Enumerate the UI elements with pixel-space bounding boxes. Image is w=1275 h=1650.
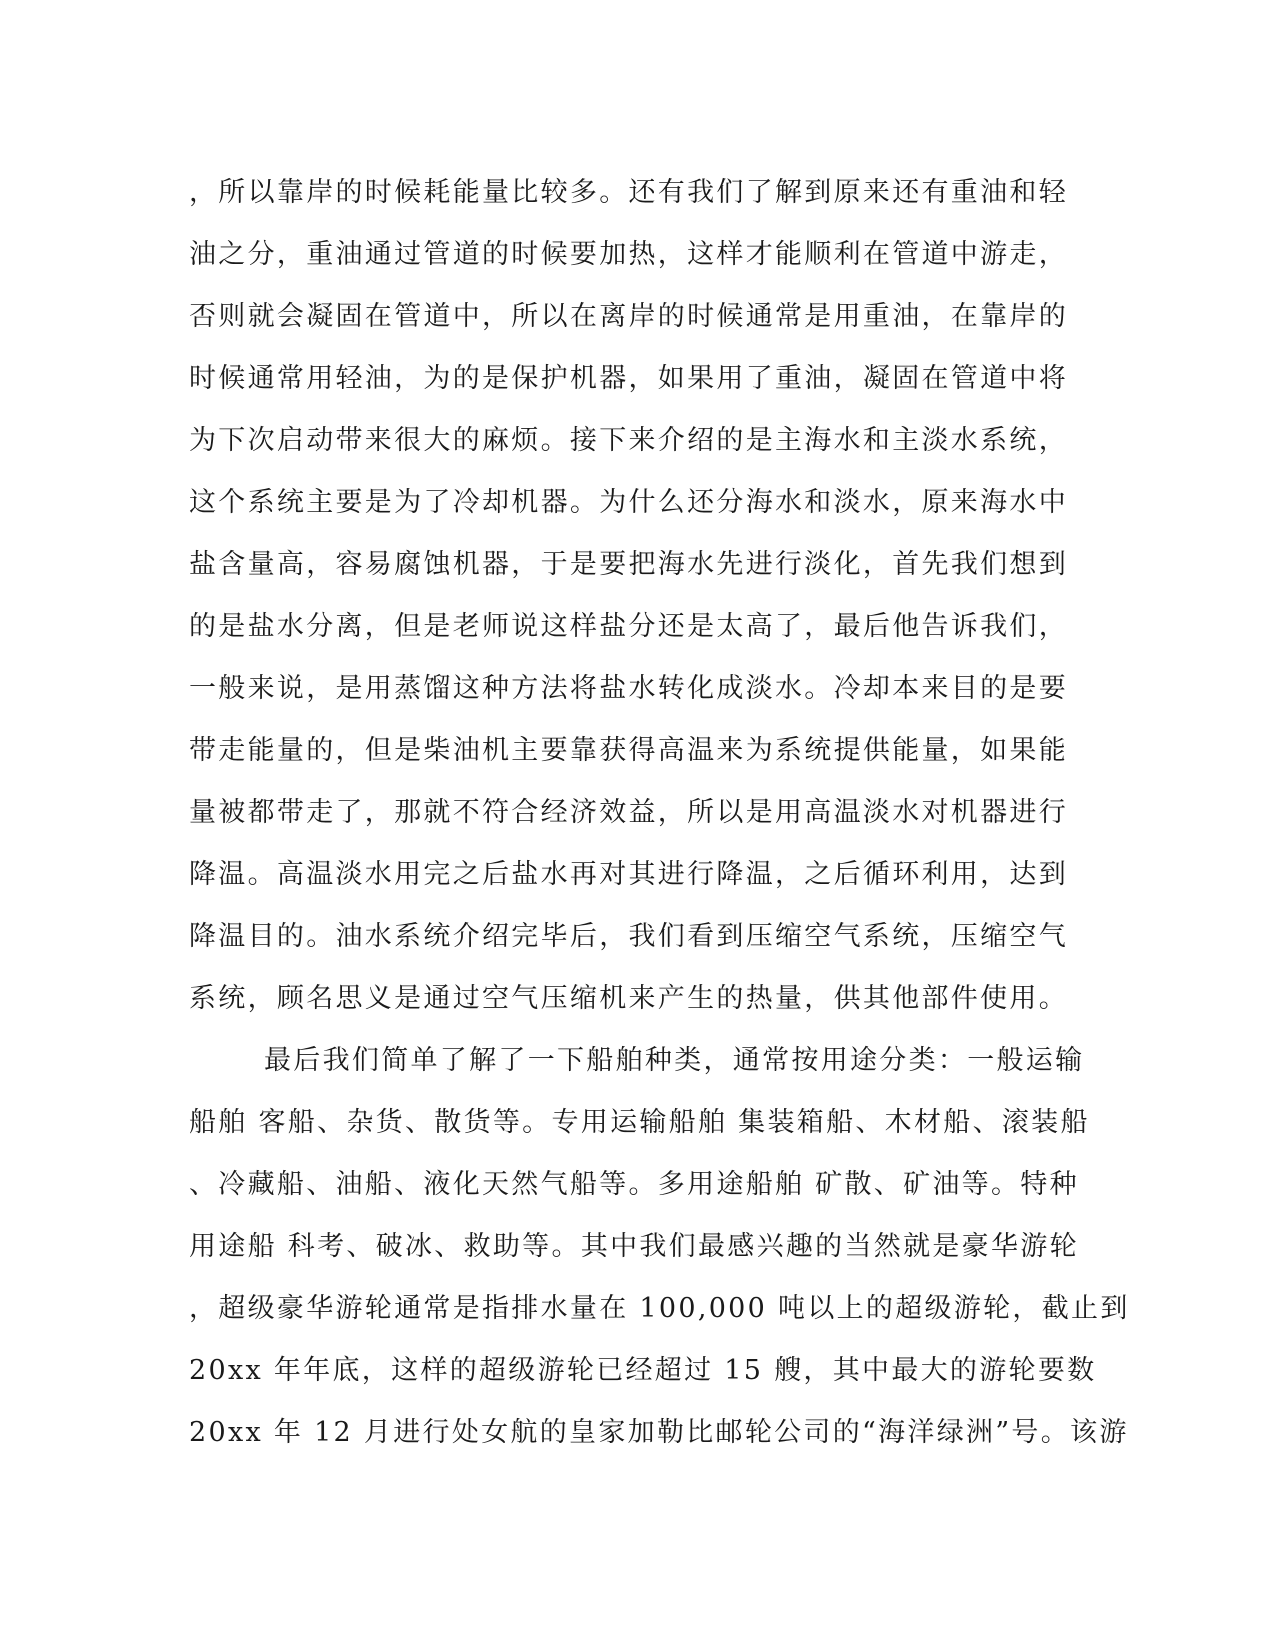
paragraph-line: 否则就会凝固在管道中，所以在离岸的时候通常是用重油，在靠岸的 bbox=[189, 301, 1068, 332]
paragraph-line: 系统，顾名思义是通过空气压缩机来产生的热量，供其他部件使用。 bbox=[189, 983, 1068, 1014]
paragraph-line: 用途船 科考、破冰、救助等。其中我们最感兴趣的当然就是豪华游轮 bbox=[189, 1231, 1079, 1262]
paragraph-line: 量被都带走了，那就不符合经济效益，所以是用高温淡水对机器进行 bbox=[189, 797, 1068, 828]
paragraph-line: 这个系统主要是为了冷却机器。为什么还分海水和淡水，原来海水中 bbox=[189, 487, 1068, 518]
paragraph-line: 为下次启动带来很大的麻烦。接下来介绍的是主海水和主淡水系统， bbox=[189, 425, 1068, 456]
paragraph-line: 船舶 客船、杂货、散货等。专用运输船舶 集装箱船、木材船、滚装船 bbox=[189, 1107, 1090, 1138]
paragraph-line: 盐含量高，容易腐蚀机器，于是要把海水先进行淡化，首先我们想到 bbox=[189, 549, 1068, 580]
paragraph-line: 降温。高温淡水用完之后盐水再对其进行降温，之后循环利用，达到 bbox=[189, 859, 1068, 890]
paragraph-start-line: 最后我们简单了解了一下船舶种类，通常按用途分类：一般运输 bbox=[264, 1045, 1085, 1076]
paragraph-line: 一般来说，是用蒸馏这种方法将盐水转化成淡水。冷却本来目的是要 bbox=[189, 673, 1068, 704]
paragraph-line: 、冷藏船、油船、液化天然气船等。多用途船舶 矿散、矿油等。特种 bbox=[189, 1169, 1079, 1200]
paragraph-line: 带走能量的，但是柴油机主要靠获得高温来为系统提供能量，如果能 bbox=[189, 735, 1068, 766]
paragraph-line: ，所以靠岸的时候耗能量比较多。还有我们了解到原来还有重油和轻 bbox=[189, 177, 1068, 208]
paragraph-line: ，超级豪华游轮通常是指排水量在 100,000 吨以上的超级游轮，截止到 bbox=[189, 1293, 1130, 1324]
paragraph-line: 的是盐水分离，但是老师说这样盐分还是太高了，最后他告诉我们， bbox=[189, 611, 1068, 642]
paragraph-line: 20xx 年年底，这样的超级游轮已经超过 15 艘，其中最大的游轮要数 bbox=[189, 1355, 1097, 1386]
paragraph-line: 油之分，重油通过管道的时候要加热，这样才能顺利在管道中游走， bbox=[189, 239, 1068, 270]
paragraph-line: 降温目的。油水系统介绍完毕后，我们看到压缩空气系统，压缩空气 bbox=[189, 921, 1068, 952]
paragraph-line: 时候通常用轻油，为的是保护机器，如果用了重油，凝固在管道中将 bbox=[189, 363, 1068, 394]
body-text bbox=[189, 162, 1130, 1464]
paragraph-line: 20xx 年 12 月进行处女航的皇家加勒比邮轮公司的“海洋绿洲”号。该游 bbox=[189, 1417, 1129, 1448]
